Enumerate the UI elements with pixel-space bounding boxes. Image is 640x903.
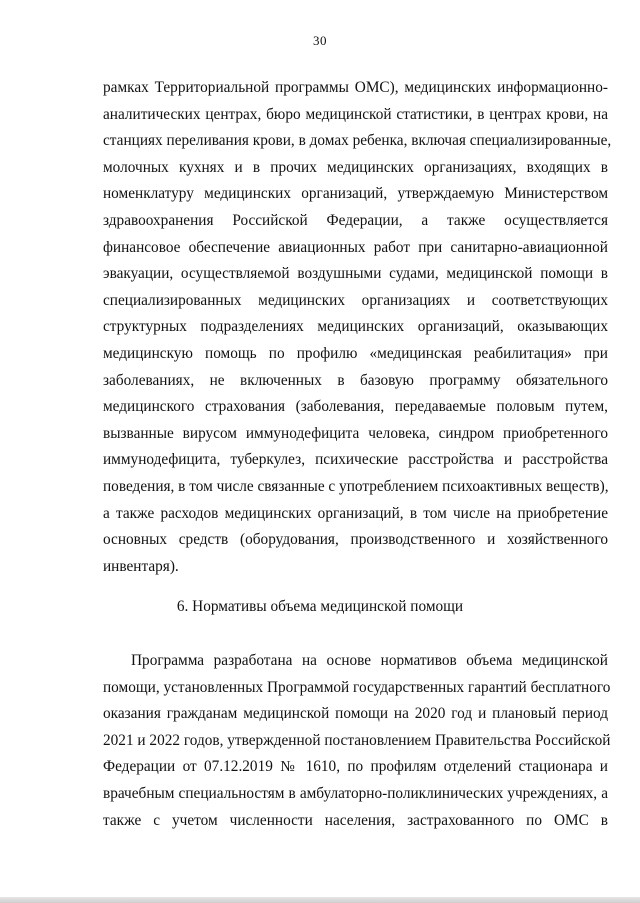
paragraph-line: номенклатуру медицинских организаций, утверждаемую Министерством	[103, 185, 608, 203]
paragraph-line: вызванные вирусом иммунодефицита человека, синдром приобретенного	[103, 424, 608, 442]
paragraph-line: рамках Территориальной программы ОМС), медицинских информационно-	[103, 79, 608, 96]
paragraph-line: заболеваниях, не включенных в базовую программу обязательного	[103, 371, 608, 389]
paragraph-line: здравоохранения Российской Федерации, а также осуществляется	[103, 211, 608, 229]
paragraph-line: станциях переливания крови, в домах ребенка, включая специализированные,	[103, 132, 612, 150]
paragraph-line: Федерации от 07.12.2019 № 1610, по профилям отделений стационара и	[103, 758, 608, 776]
section-heading: 6. Нормативы объема медицинской помощи	[176, 598, 464, 615]
paragraph-line: иммунодефицита, туберкулез, психические расстройства и расстройства	[103, 451, 608, 469]
paragraph-line: инвентаря).	[103, 557, 179, 575]
paragraph-line: эвакуации, осуществляемой воздушными судами, медицинской помощи в	[103, 265, 608, 283]
paragraph-line: поведения, в том числе связанные с употреблением психоактивных веществ),	[103, 477, 609, 495]
paragraph-line: 2021 и 2022 годов, утвержденной постановлением Правительства Российской	[103, 731, 611, 749]
paragraph-line: также с учетом численности населения, застрахованного по ОМС в	[103, 811, 608, 829]
paragraph-line: молочных кухнях и в прочих медицинских организациях, входящих в	[103, 158, 608, 176]
paragraph-line: а также расходов медицинских организаций, в том числе на приобретение	[103, 504, 608, 522]
paragraph-line: врачебным специальностям в амбулаторно-поликлинических учреждениях, а	[103, 784, 608, 802]
paragraph-line: помощи, установленных Программой государственных гарантий бесплатного	[103, 678, 611, 696]
paragraph-line: специализированных медицинских организациях и соответствующих	[103, 291, 608, 309]
page-number: 30	[313, 33, 327, 48]
paragraph-line: аналитических центрах, бюро медицинской статистики, в центрах крови, на	[103, 105, 608, 123]
paragraph-line: медицинского страхования (заболевания, передаваемые половым путем,	[103, 398, 608, 416]
paragraph-program-basis	[103, 648, 611, 834]
paragraph-line: медицинскую помощь по профилю «медицинская реабилитация» при	[103, 344, 608, 362]
paragraph-line: основных средств (оборудования, производственного и хозяйственного	[103, 531, 608, 549]
paragraph-line: Программа разработана на основе нормативов объема медицинской	[131, 652, 608, 669]
paragraph-line: структурных подразделениях медицинских организаций, оказывающих	[103, 318, 608, 336]
scan-bottom-edge	[0, 897, 640, 903]
paragraph-line: финансовое обеспечение авиационных работ при санитарно-авиационной	[103, 238, 608, 256]
paragraph-financing	[103, 75, 612, 580]
paragraph-line: оказания гражданам медицинской помощи на 2020 год и плановый период	[103, 705, 608, 723]
